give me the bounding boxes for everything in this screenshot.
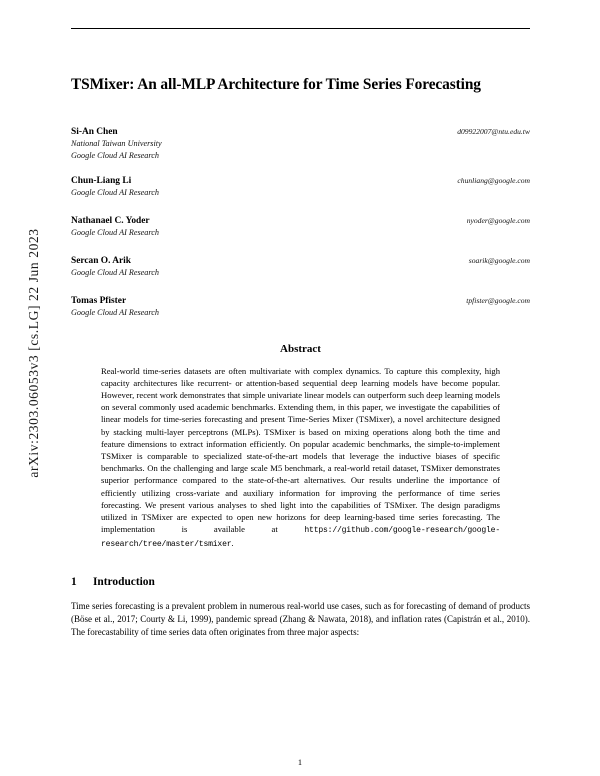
author-email[interactable]: tpfister@google.com <box>466 295 530 305</box>
abstract-text-end: . <box>231 537 234 548</box>
author-entry <box>71 126 530 161</box>
author-affiliation: Google Cloud AI Research <box>71 308 159 318</box>
author-entry <box>71 295 530 321</box>
author-name: Sercan O. Arik <box>71 255 131 266</box>
author-name: Chun-Liang Li <box>71 175 132 186</box>
page-title: TSMixer: An all-MLP Architecture for Time Series Forecasting <box>71 76 481 93</box>
author-email[interactable]: soarik@google.com <box>468 255 530 265</box>
author-name: Nathanael C. Yoder <box>71 215 150 226</box>
author-entry <box>71 255 530 281</box>
author-email[interactable]: chunliang@google.com <box>457 175 530 185</box>
author-name: Si-An Chen <box>71 126 118 137</box>
abstract-text: Real-world time-series datasets are often multivariate with complex dynamics. To capture this complexity, high capacity architectures like recurrent- or attention-based sequential deep learning models have become popular. However, recent work demonstrates that simple univariate linear models can outperform such deep learning models on several commonly used academic benchmarks. Extending them, in this paper, we investigate the capabilities of linear models for time-series forecasting and present Time-Series Mixer (TSMixer), a novel architecture designed by stacking multi-layer perceptrons (MLPs). TSMixer is based on mixing operations along both the time and feature dimensions to extract information efficiently. On popular academic benchmarks, the simple-to-implement TSMixer is comparable to specialized state-of-the-art models that leverage the inductive biases of specific benchmarks. On the challenging and large scale M5 benchmark, a real-world retail dataset, TSMixer demonstrates superior performance compared to the state-of-the-art alternatives. Our results underline the importance of efficiently utilizing cross-variate and auxiliary information for improving the performance of time series forecasting. We present various analyses to shed light into the capabilities of TSMixer. The design paradigms utilized in TSMixer are expected to open new horizons for deep learning-based time series forecasting. The implementation is available at <box>101 365 500 535</box>
section-number: 1 <box>71 576 77 589</box>
author-email[interactable]: d09922007@ntu.edu.tw <box>457 126 530 136</box>
author-affiliation: Google Cloud AI Research <box>71 268 159 278</box>
page-number: 1 <box>297 758 303 767</box>
author-affiliation: Google Cloud AI Research <box>71 188 159 198</box>
author-entry <box>71 215 530 241</box>
abstract-heading: Abstract <box>280 342 321 355</box>
author-affiliation: National Taiwan University <box>71 139 162 149</box>
header-rule <box>71 28 530 29</box>
author-email[interactable]: nyoder@google.com <box>466 215 530 225</box>
author-name: Tomas Pfister <box>71 295 127 306</box>
author-affiliation: Google Cloud AI Research <box>71 228 159 238</box>
paper-content <box>71 28 530 639</box>
author-affiliation: Google Cloud AI Research <box>71 150 159 160</box>
section-heading-introduction <box>71 576 530 588</box>
section-title: Introduction <box>93 576 155 589</box>
abstract-body <box>101 365 500 551</box>
code-repository-link[interactable]: https://github.com/google-research/google-research/tree/master/tsmixer <box>101 526 500 549</box>
arxiv-stamp: arXiv:2303.06053v3 [cs.LG] 22 Jun 2023 <box>26 228 41 478</box>
author-entry <box>71 175 530 201</box>
author-list <box>71 126 530 321</box>
introduction-paragraph: Time series forecasting is a prevalent problem in numerous real-world use cases, such as for forecasting of demand of products (Böse et al., 2017; Courty & Li, 1999), pandemic spread (Zhang & Nawata, 2018), and inflation rates (Capistrán et al., 2010). The forecastability of time series data often originates from three major aspects: <box>71 601 530 638</box>
